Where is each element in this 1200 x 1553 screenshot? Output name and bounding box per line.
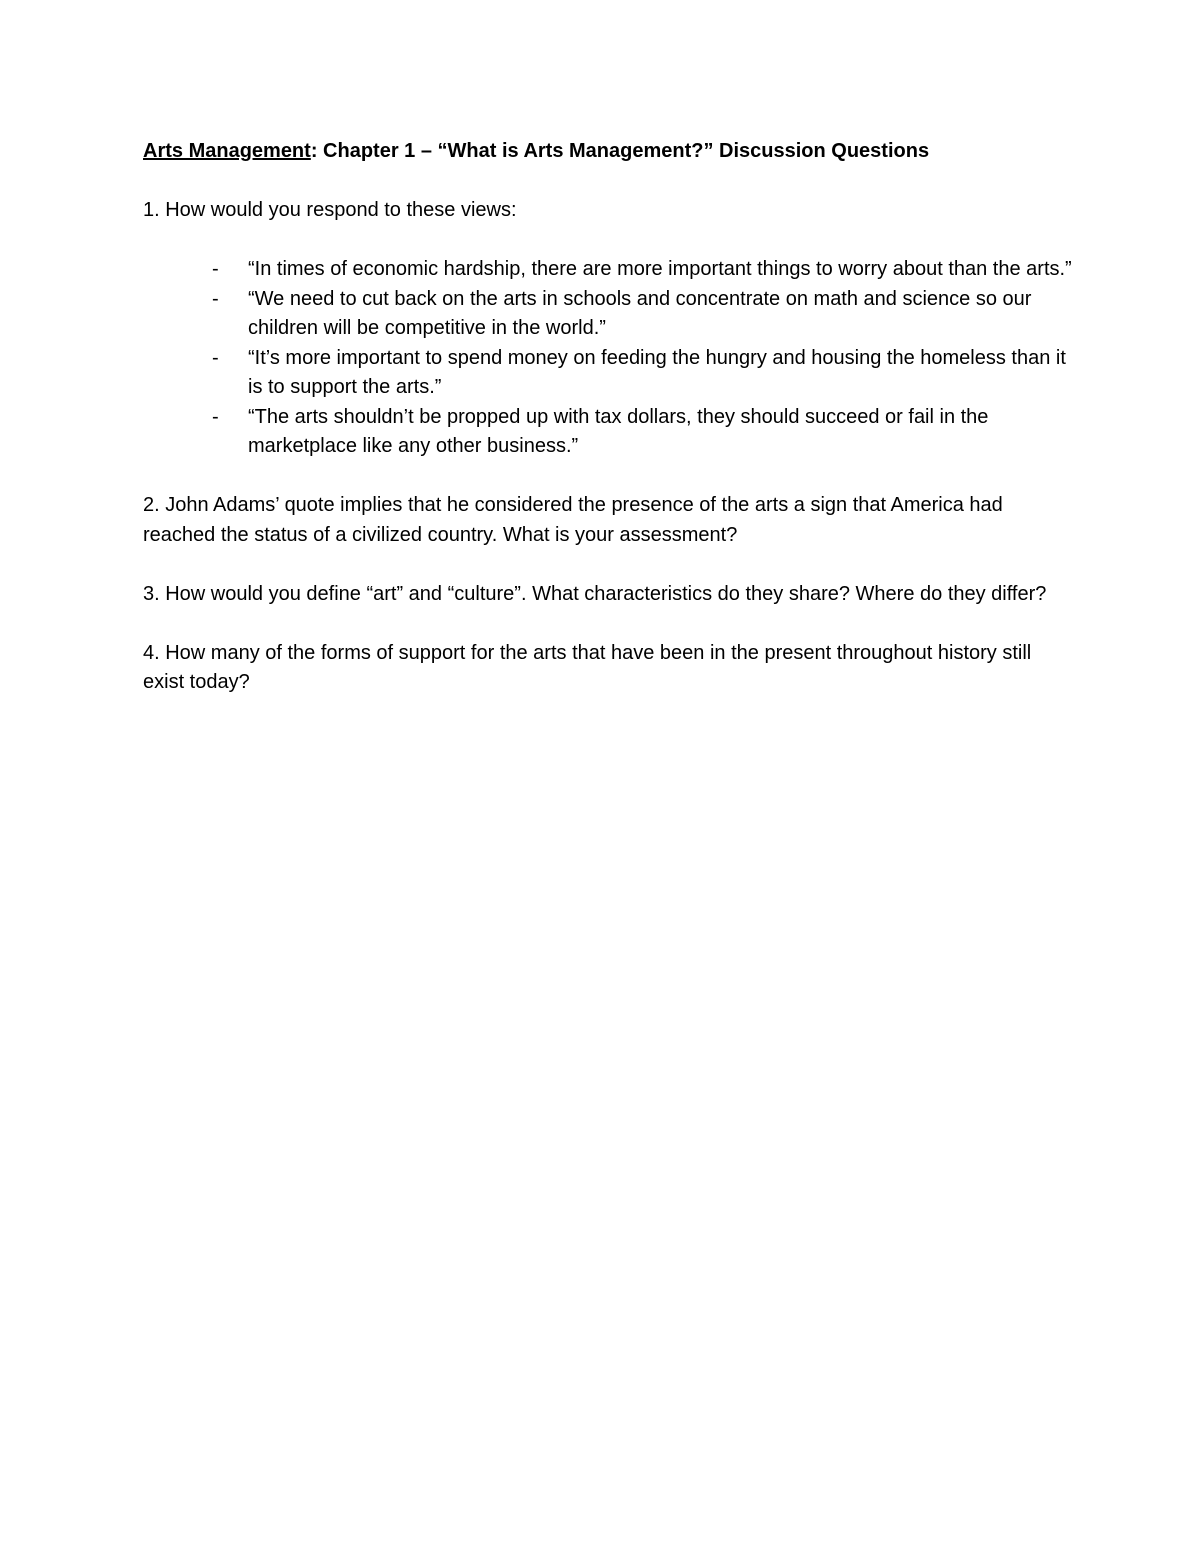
view-text: “The arts shouldn’t be propped up with tax dollars, they should succeed or fail in the marketplace like any other business.” <box>248 405 989 457</box>
bullet-dash: - <box>212 346 219 369</box>
document-body <box>143 137 1073 727</box>
question-4: 4. How many of the forms of support for the arts that have been in the present throughout history still exist today? <box>143 641 1032 693</box>
view-text: “In times of economic hardship, there are more important things to worry about than the arts.” <box>248 258 1072 280</box>
bullet-dash: - <box>212 405 219 428</box>
title-course-name: Arts Management <box>143 140 311 162</box>
bullet-dash: - <box>212 258 219 280</box>
question-1: 1. How would you respond to these views: <box>143 199 517 221</box>
question-1-views-list <box>143 255 1073 462</box>
question-2: 2. John Adams’ quote implies that he considered the presence of the arts a sign that America had reached the status of a civilized country. What is your assessment? <box>143 494 1003 546</box>
question-3: 3. How would you define “art” and “culture”. What characteristics do they share? Where do they differ? <box>143 582 1047 605</box>
view-text: “It’s more important to spend money on feeding the hungry and housing the homeless than it is to support the arts.” <box>248 346 1066 398</box>
view-item <box>143 285 1073 344</box>
document-title <box>143 137 1073 167</box>
title-chapter: : Chapter 1 – “What is Arts Management?” Discussion Questions <box>310 140 930 162</box>
bullet-dash: - <box>212 287 219 310</box>
view-item <box>143 255 1073 285</box>
view-item <box>143 344 1073 403</box>
view-item <box>143 403 1073 462</box>
view-text: “We need to cut back on the arts in schools and concentrate on math and science so our children will be competitive in the world.” <box>248 287 1032 339</box>
